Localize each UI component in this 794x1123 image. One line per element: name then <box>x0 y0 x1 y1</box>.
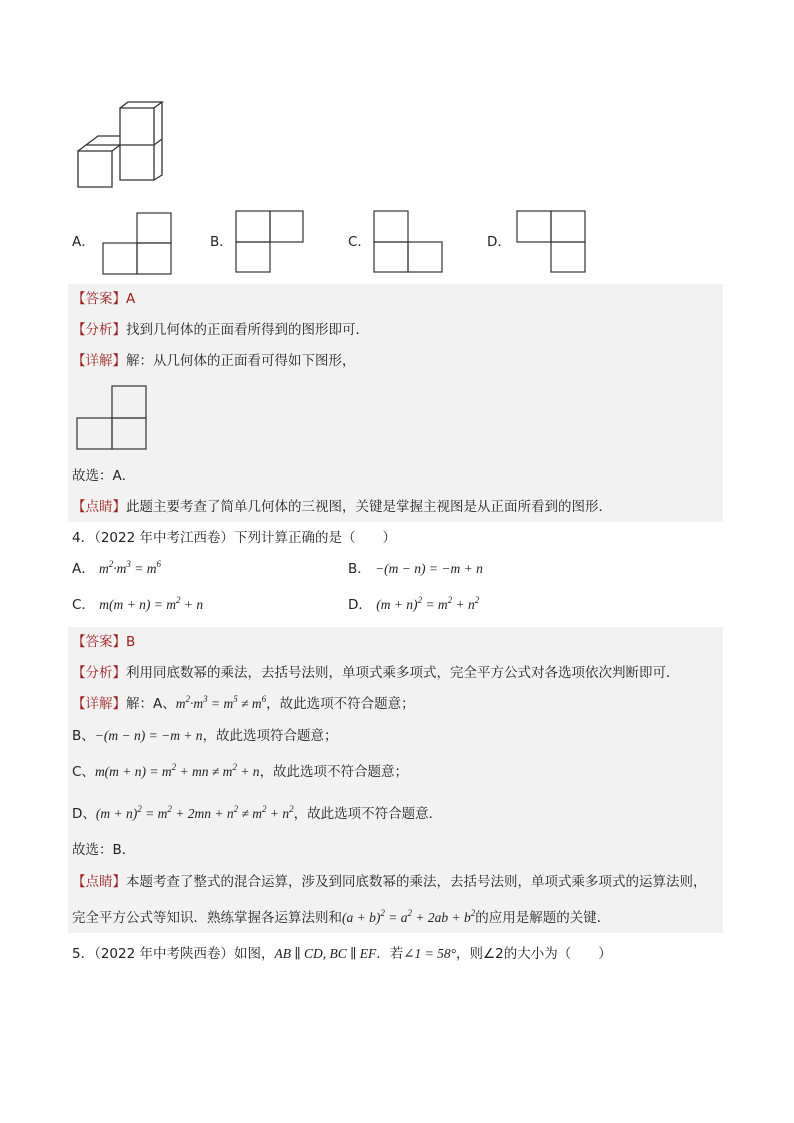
q4-detail-d-expr: $(m + n)^2 = m^2 + 2mn + n^2 \ne m^2 + n^2$ <box>95 804 294 821</box>
q3-detail-figure <box>76 385 156 453</box>
q3-answer-line <box>72 289 135 309</box>
q4-comment-2-post: 的应用是解题的关键． <box>475 910 611 926</box>
q4-option-b <box>348 559 483 579</box>
q5-parallel-expr: AB ∥ CD, BC ∥ EF <box>274 946 377 961</box>
q3-option-d-label: D． <box>487 234 511 250</box>
q3-option-c-figure <box>373 210 443 274</box>
q3-option-b-label: B． <box>210 234 233 250</box>
q4-choose: 故选：B． <box>72 842 136 858</box>
q4-option-b-label: B． <box>348 561 371 577</box>
q4-detail-c-pre: C、 <box>72 764 95 780</box>
q3-detail-tag: 【详解】 <box>72 353 126 369</box>
q4-detail-a-post: ，故此选项不符合题意； <box>266 696 415 712</box>
q5-angle-expr: ∠1 = 58° <box>403 946 457 961</box>
q5-stem <box>72 944 612 964</box>
q4-detail-a-line <box>72 694 415 714</box>
solid-figure <box>70 100 170 200</box>
q4-comment-1: 本题考查了整式的混合运算，涉及到同底数幂的乘法，去括号法则，单项式乘多项式的运算法则， <box>126 874 707 890</box>
q4-analysis-line <box>72 663 680 683</box>
q4-comment-tag: 【点睛】 <box>72 874 126 890</box>
q4-option-a-label: A． <box>72 561 95 577</box>
q4-option-b-expr: −(m − n) = −m + n <box>375 561 483 576</box>
q4-analysis-tag: 【分析】 <box>72 665 126 681</box>
q4-detail-c-post: ，故此选项不符合题意； <box>259 764 409 780</box>
q4-comment-formula: $(a + b)^2 = a^2 + 2ab + b^2$ <box>342 908 476 925</box>
q3-analysis: 找到几何体的正面看所得到的图形即可． <box>126 322 369 338</box>
q4-analysis: 利用同底数幂的乘法，去括号法则，单项式乘多项式，完全平方公式对各选项依次判断即可． <box>126 665 680 681</box>
q3-comment: 此题主要考查了简单几何体的三视图，关键是掌握主视图是从正面所看到的图形． <box>126 499 612 515</box>
q5-stem-post: ，则∠2的大小为（ ） <box>456 946 612 962</box>
q4-answer: B <box>126 634 136 650</box>
q4-detail-d-pre: D、 <box>72 806 96 822</box>
q3-detail-line <box>72 351 356 371</box>
q4-option-c-expr: $m(m + n) = m^2 + n$ <box>99 595 204 612</box>
q4-option-d <box>348 595 479 615</box>
q3-choose: 故选：A． <box>72 468 136 484</box>
q3-detail: 解：从几何体的正面看可得如下图形， <box>126 353 356 369</box>
q4-option-a <box>72 559 161 579</box>
q3-comment-line <box>72 497 612 517</box>
q3-answer: A <box>126 291 136 307</box>
q3-option-c-label: C． <box>348 234 371 250</box>
q4-option-c-label: C． <box>72 597 95 613</box>
q4-comment-line-1 <box>72 872 707 892</box>
q4-option-d-expr: $(m + n)^2 = m^2 + n^2$ <box>376 595 480 612</box>
q4-detail-a-pre: 解：A、 <box>126 696 176 712</box>
q4-option-a-expr: $m^2\cdot m^3 = m^6$ <box>99 559 162 576</box>
q3-option-d-figure <box>516 210 586 274</box>
q4-detail-c-line <box>72 762 408 782</box>
q4-answer-line <box>72 632 135 652</box>
q3-analysis-tag: 【分析】 <box>72 322 126 338</box>
q4-detail-b-line <box>72 726 338 746</box>
q4-answer-tag: 【答案】 <box>72 634 126 650</box>
q4-detail-b-expr: −(m − n) = −m + n <box>94 728 203 743</box>
q3-option-a-figure <box>102 212 172 276</box>
q4-detail-b-post: ，故此选项符合题意； <box>202 728 338 744</box>
q3-option-b-figure <box>235 210 305 274</box>
q4-detail-d-line <box>72 804 442 824</box>
q4-detail-a-expr: $m^2\cdot m^3 = m^5 \ne m^6$ <box>175 694 267 711</box>
q4-detail-d-post: ，故此选项不符合题意． <box>293 806 443 822</box>
q3-answer-tag: 【答案】 <box>72 291 126 307</box>
q4-comment-line-2 <box>72 908 610 928</box>
q3-analysis-line <box>72 320 369 340</box>
q5-stem-pre: 5．（2022 年中考陕西卷）如图， <box>72 946 275 962</box>
q5-stem-mid: ．若 <box>376 946 404 962</box>
q4-detail-c-expr: $m(m + n) = m^2$ + mn ≠ $m^2 + n$ <box>94 762 260 779</box>
q4-option-d-label: D． <box>348 597 372 613</box>
q3-comment-tag: 【点睛】 <box>72 499 126 515</box>
q4-detail-tag: 【详解】 <box>72 696 126 712</box>
q4-stem: 4．（2022 年中考江西卷）下列计算正确的是（ ） <box>72 530 396 546</box>
q4-detail-b-pre: B、 <box>72 728 95 744</box>
q4-option-c <box>72 595 203 615</box>
q3-option-a-label: A． <box>72 234 95 250</box>
q4-comment-2-pre: 完全平方公式等知识．熟练掌握各运算法则和 <box>72 910 342 926</box>
